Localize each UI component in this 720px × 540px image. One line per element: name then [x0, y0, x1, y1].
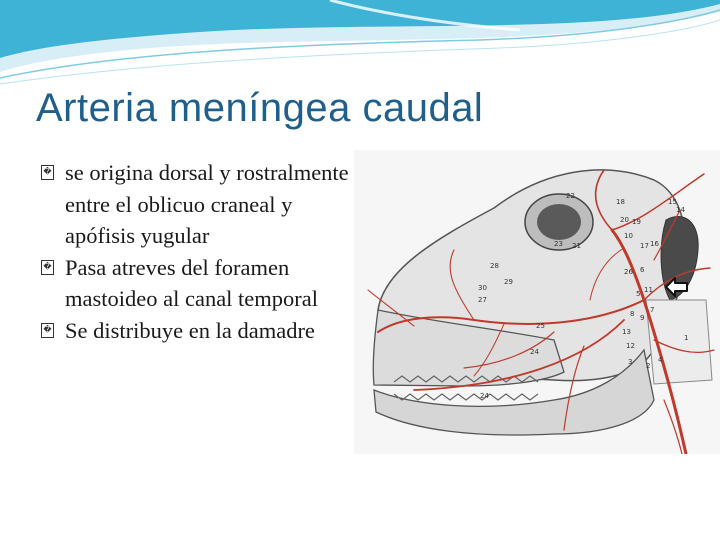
figure-label: 2: [646, 362, 651, 370]
figure-label: 27: [478, 296, 487, 304]
figure-label: 8: [630, 310, 635, 318]
figure-label: 17: [640, 242, 649, 250]
bullet-placeholder-icon: �: [41, 165, 54, 180]
bullet-text: Pasa atreves del foramen mastoideo al canal temporal: [65, 254, 319, 311]
figure-label: 15: [668, 198, 677, 206]
figure-label: 29: [504, 278, 513, 286]
bullet-placeholder-icon: �: [41, 260, 54, 275]
figure-label: 30: [478, 284, 487, 292]
bullet-item: [40, 252, 358, 315]
skull-artery-illustration: [354, 150, 720, 454]
figure-label: 6: [640, 266, 645, 274]
figure-label: 22: [566, 192, 575, 200]
bullet-text: se origina dorsal y rostralmente entre el oblicuo craneal y apófisis yugular: [65, 160, 349, 248]
figure-label: 12: [626, 342, 635, 350]
figure-label: 5: [636, 290, 641, 298]
bullet-list: [40, 157, 358, 346]
figure-label: 18: [616, 198, 625, 206]
figure-label: 14: [676, 206, 685, 214]
bullet-placeholder-icon: �: [41, 323, 54, 338]
figure-label: 1: [684, 334, 689, 342]
figure-label: 24: [480, 392, 489, 400]
figure-label: 23: [554, 240, 563, 248]
figure-label: 26: [624, 268, 633, 276]
figure-label: 13: [622, 328, 631, 336]
figure-label: 10: [624, 232, 633, 240]
figure-label: 3: [628, 358, 633, 366]
figure-label: 16: [650, 240, 659, 248]
header-wave-decoration: [0, 0, 720, 90]
figure-label: 9: [640, 314, 645, 322]
figure-label: 21: [572, 242, 581, 250]
bullet-item: [40, 157, 358, 252]
slide-title: Arteria meníngea caudal: [36, 86, 484, 130]
figure-label: 28: [490, 262, 499, 270]
figure-label: 24: [530, 348, 539, 356]
figure-label: 25: [536, 322, 545, 330]
figure-label: 4: [658, 356, 663, 364]
left-arrow-icon: [664, 274, 690, 300]
bullet-item: [40, 315, 358, 347]
figure-label: 7: [650, 306, 655, 314]
figure-label: 19: [632, 218, 641, 226]
figure-label: 20: [620, 216, 629, 224]
bullet-text: Se distribuye en la damadre: [65, 317, 315, 343]
figure-label: 11: [644, 286, 653, 294]
